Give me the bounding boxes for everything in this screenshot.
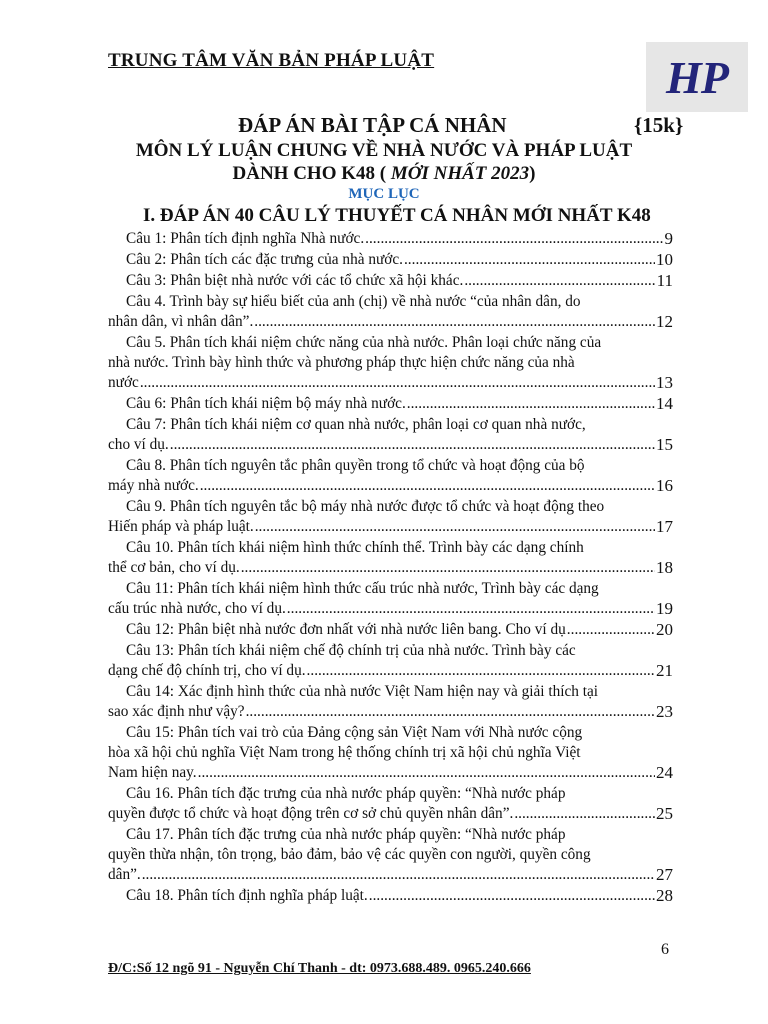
toc-entry-text: cho ví dụ.: [108, 436, 169, 454]
toc-entry[interactable]: [108, 682, 673, 722]
toc-entry[interactable]: [108, 292, 673, 332]
dot-leader: [404, 250, 655, 270]
toc-page-number: 17: [656, 517, 673, 537]
toc-entry-text: Câu 13: Phân tích khái niệm chế độ chính trị của nhà nước. Trình bày các: [126, 642, 576, 660]
toc-page-number: 21: [656, 661, 673, 681]
toc-page-number: 15: [656, 435, 673, 455]
dot-leader: [514, 804, 655, 824]
dot-leader: [464, 271, 655, 291]
toc-entry-text: Câu 16. Phân tích đặc trưng của nhà nước pháp quyền: “Nhà nước pháp: [126, 785, 566, 803]
dot-leader: [407, 394, 655, 414]
toc-entry[interactable]: [108, 333, 673, 393]
toc-entry-text: dân”.: [108, 866, 141, 884]
toc-page-number: 19: [656, 599, 673, 619]
toc-entry[interactable]: [108, 497, 673, 537]
toc-entry-text: nhân dân, vì nhân dân”.: [108, 313, 254, 331]
toc-entry-text: Câu 17. Phân tích đặc trưng của nhà nước pháp quyền: “Nhà nước pháp: [126, 826, 566, 844]
toc-entry[interactable]: [108, 229, 673, 249]
dot-leader: [241, 558, 655, 578]
toc-page-number: 27: [656, 865, 673, 885]
toc-entry[interactable]: [108, 784, 673, 824]
dot-leader: [307, 661, 655, 681]
dot-leader: [246, 702, 655, 722]
toc-entry-text: Câu 3: Phân biệt nhà nước với các tổ chức xã hội khác.: [126, 272, 464, 290]
toc-entry[interactable]: [108, 825, 673, 885]
toc-entry[interactable]: [108, 723, 673, 783]
audience-italic: MỚI NHẤT 2023: [390, 163, 530, 184]
toc-page-number: 23: [656, 702, 673, 722]
toc-page-number: 16: [656, 476, 673, 496]
toc-entry-text: Câu 14: Xác định hình thức của nhà nước Việt Nam hiện nay và giải thích tại: [126, 683, 599, 701]
toc-page-number: 11: [656, 271, 673, 291]
toc-entry-text: Câu 1: Phân tích định nghĩa Nhà nước.: [126, 230, 365, 247]
toc-page-number: 20: [656, 620, 673, 640]
organization-header: TRUNG TÂM VĂN BẢN PHÁP LUẬT: [108, 50, 435, 71]
toc-page-number: 28: [656, 886, 673, 906]
toc-page-number: 13: [656, 373, 673, 393]
toc-entry-text: cấu trúc nhà nước, cho ví dụ.: [108, 600, 286, 618]
toc-entry-text: quyền thừa nhận, tôn trọng, bảo đảm, bảo vệ các quyền con người, quyền công: [108, 846, 591, 864]
toc-entry-text: Câu 5. Phân tích khái niệm chức năng của nhà nước. Phân loại chức năng của: [126, 334, 602, 352]
toc-entry[interactable]: [108, 271, 673, 291]
section-title: I. ĐÁP ÁN 40 CÂU LÝ THUYẾT CÁ NHÂN MỚI NHẤT K48: [143, 205, 651, 226]
toc-page-number: 12: [656, 312, 673, 332]
toc-heading: MỤC LỤC: [348, 186, 420, 202]
dot-leader: [142, 865, 655, 885]
toc-entry[interactable]: [108, 579, 673, 619]
toc-entry-text: hòa xã hội chủ nghĩa Việt Nam trong hệ thống chính trị xã hội chủ nghĩa Việt: [108, 744, 581, 762]
audience-prefix: DÀNH CHO K48 (: [232, 163, 387, 184]
toc-page-number: 9: [664, 229, 673, 248]
table-of-contents: [108, 229, 673, 907]
toc-page-number: 14: [656, 394, 673, 414]
toc-entry-text: Hiến pháp và pháp luật.: [108, 518, 254, 536]
toc-page-number: 10: [656, 250, 673, 270]
toc-entry-text: Câu 6: Phân tích khái niệm bộ máy nhà nước.: [126, 395, 406, 413]
logo-text: HP: [666, 51, 728, 103]
toc-entry-text: Câu 11: Phân tích khái niệm hình thức cấu trúc nhà nước, Trình bày các dạng: [126, 580, 599, 598]
hp-logo: [646, 42, 748, 112]
document-title: ĐÁP ÁN BÀI TẬP CÁ NHÂN: [238, 113, 507, 137]
toc-entry-text: Câu 15: Phân tích vai trò của Đảng cộng sản Việt Nam với Nhà nước cộng: [126, 724, 583, 742]
price-tag: {15k}: [634, 113, 684, 137]
toc-entry-text: Câu 4. Trình bày sự hiểu biết của anh (chị) về nhà nước “của nhân dân, do: [126, 293, 581, 311]
toc-entry-text: thể cơ bản, cho ví dụ.: [108, 559, 240, 577]
dot-leader: [365, 229, 663, 249]
page-number: 6: [661, 941, 669, 958]
toc-page-number: 25: [656, 804, 673, 824]
toc-entry-text: máy nhà nước.: [108, 477, 199, 495]
dot-leader: [567, 620, 655, 640]
toc-entry-text: quyền được tổ chức và hoạt động trên cơ sở chủ quyền nhân dân”.: [108, 805, 514, 823]
toc-entry[interactable]: [108, 415, 673, 455]
toc-entry-text: Câu 9. Phân tích nguyên tắc bộ máy nhà nước được tổ chức và hoạt động theo: [126, 498, 605, 516]
toc-entry[interactable]: [108, 538, 673, 578]
dot-leader: [369, 886, 655, 906]
toc-entry-text: Câu 8. Phân tích nguyên tắc phân quyền trong tổ chức và hoạt động của bộ: [126, 457, 585, 475]
dot-leader: [255, 517, 655, 537]
toc-page-number: 18: [656, 558, 673, 578]
subject-title: MÔN LÝ LUẬN CHUNG VỀ NHÀ NƯỚC VÀ PHÁP LUẬT: [135, 140, 633, 161]
dot-leader: [140, 373, 655, 393]
toc-entry-text: Nam hiện nay.: [108, 764, 197, 782]
toc-entry-text: sao xác định như vậy?: [108, 703, 245, 721]
toc-entry-text: nước: [108, 374, 139, 392]
toc-entry[interactable]: [108, 620, 673, 640]
toc-entry[interactable]: [108, 394, 673, 414]
toc-entry[interactable]: [108, 641, 673, 681]
dot-leader: [287, 599, 655, 619]
toc-entry-text: Câu 7: Phân tích khái niệm cơ quan nhà nước, phân loại cơ quan nhà nước,: [126, 416, 586, 434]
toc-entry-text: Câu 18. Phân tích định nghĩa pháp luật.: [126, 887, 368, 905]
toc-entry[interactable]: [108, 250, 673, 270]
toc-entry[interactable]: [108, 456, 673, 496]
dot-leader: [200, 476, 655, 496]
toc-entry-text: nhà nước. Trình bày hình thức và phương pháp thực hiện chức năng của nhà: [108, 354, 575, 372]
dot-leader: [254, 312, 655, 332]
toc-entry-text: dạng chế độ chính trị, cho ví dụ.: [108, 662, 306, 680]
toc-page-number: 24: [656, 763, 673, 783]
toc-entry-text: Câu 12: Phân biệt nhà nước đơn nhất với nhà nước liên bang. Cho ví dụ: [126, 621, 566, 639]
toc-entry[interactable]: [108, 886, 673, 906]
audience-suffix: ): [529, 163, 536, 184]
footer-address: Đ/C:Số 12 ngõ 91 - Nguyễn Chí Thanh - dt: 0973.688.489. 0965.240.666: [108, 961, 531, 976]
dot-leader: [170, 435, 655, 455]
audience-title: [0, 163, 768, 185]
toc-entry-text: Câu 2: Phân tích các đặc trưng của nhà nước.: [126, 251, 403, 269]
toc-entry-text: Câu 10. Phân tích khái niệm hình thức chính thể. Trình bày các dạng chính: [126, 539, 584, 557]
dot-leader: [198, 763, 655, 783]
